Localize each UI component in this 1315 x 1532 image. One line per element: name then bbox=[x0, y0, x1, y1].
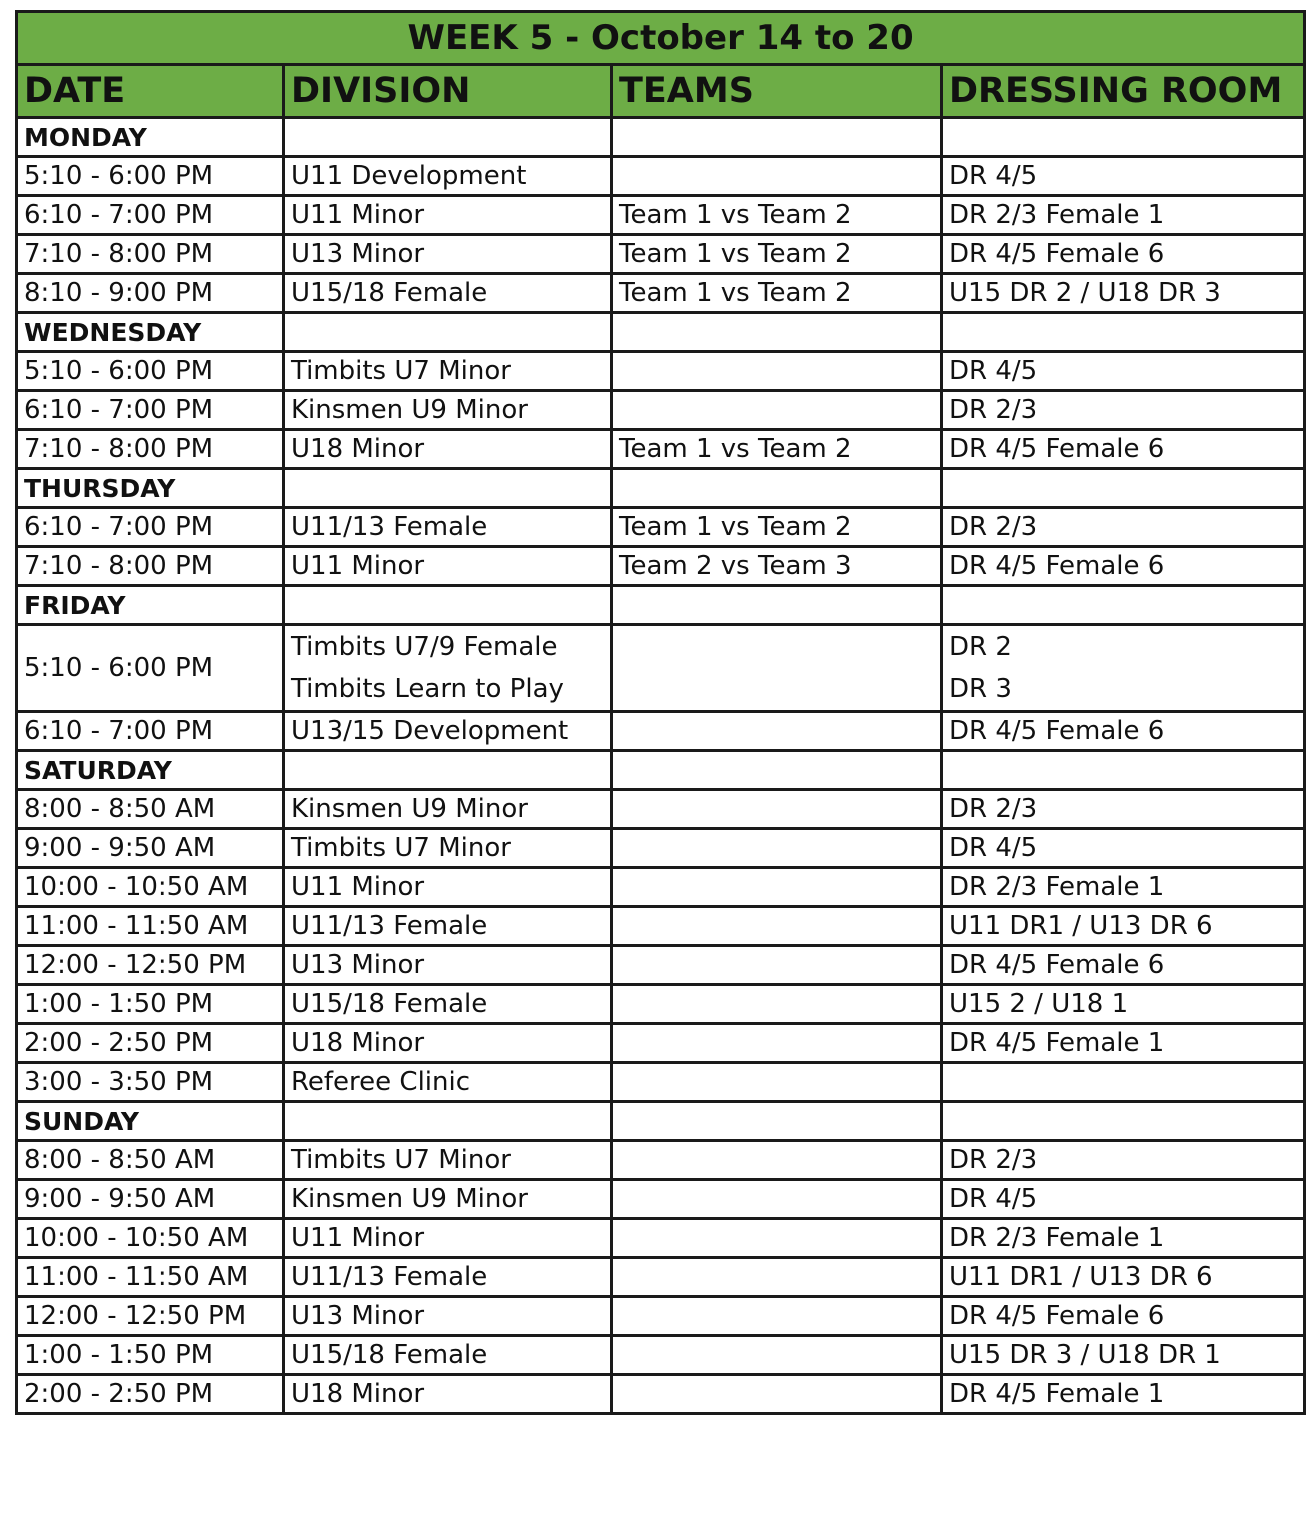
day-row bbox=[17, 313, 1305, 352]
dressing-room-cell: DR 4/5 Female 6 bbox=[942, 235, 1305, 274]
dressing-room-line: DR 2 bbox=[949, 632, 1012, 662]
table-row bbox=[17, 508, 1305, 547]
division-cell: U11/13 Female bbox=[284, 1258, 612, 1297]
dressing-room-cell: U15 DR 2 / U18 DR 3 bbox=[942, 274, 1305, 313]
time-cell: 1:00 - 1:50 PM bbox=[17, 985, 284, 1024]
empty-cell bbox=[612, 313, 942, 352]
dressing-room-line: DR 3 bbox=[949, 674, 1012, 704]
day-label: FRIDAY bbox=[17, 586, 284, 625]
table-row bbox=[17, 1141, 1305, 1180]
time-cell: 10:00 - 10:50 AM bbox=[17, 868, 284, 907]
teams-cell bbox=[612, 391, 942, 430]
dressing-room-cell: DR 4/5 Female 6 bbox=[942, 1297, 1305, 1336]
time-cell: 7:10 - 8:00 PM bbox=[17, 235, 284, 274]
dressing-room-cell bbox=[942, 1063, 1305, 1102]
table-row bbox=[17, 1219, 1305, 1258]
time-cell: 6:10 - 7:00 PM bbox=[17, 391, 284, 430]
table-row bbox=[17, 274, 1305, 313]
dressing-room-cell: DR 4/5 Female 1 bbox=[942, 1375, 1305, 1414]
empty-cell bbox=[942, 1102, 1305, 1141]
empty-cell bbox=[612, 586, 942, 625]
division-cell: U11 Minor bbox=[284, 868, 612, 907]
teams-cell bbox=[612, 790, 942, 829]
table-row bbox=[17, 352, 1305, 391]
division-cell: U13 Minor bbox=[284, 946, 612, 985]
division-cell: Kinsmen U9 Minor bbox=[284, 391, 612, 430]
table-row bbox=[17, 1375, 1305, 1414]
dressing-room-cell: DR 4/5 Female 6 bbox=[942, 946, 1305, 985]
table-row bbox=[17, 1180, 1305, 1219]
division-line: Timbits Learn to Play bbox=[291, 674, 564, 704]
table-row bbox=[17, 790, 1305, 829]
division-cell: U13 Minor bbox=[284, 1297, 612, 1336]
division-cell: Timbits U7 Minor bbox=[284, 352, 612, 391]
division-cell: U11 Minor bbox=[284, 547, 612, 586]
division-line: Timbits U7/9 Female bbox=[291, 632, 558, 662]
time-cell: 3:00 - 3:50 PM bbox=[17, 1063, 284, 1102]
teams-cell bbox=[612, 712, 942, 751]
teams-cell: Team 1 vs Team 2 bbox=[612, 508, 942, 547]
division-cell: Referee Clinic bbox=[284, 1063, 612, 1102]
day-label: SATURDAY bbox=[17, 751, 284, 790]
empty-cell bbox=[612, 751, 942, 790]
teams-cell bbox=[612, 1336, 942, 1375]
day-row bbox=[17, 1102, 1305, 1141]
time-cell: 8:00 - 8:50 AM bbox=[17, 790, 284, 829]
empty-cell bbox=[612, 1102, 942, 1141]
dressing-room-cell: U11 DR1 / U13 DR 6 bbox=[942, 1258, 1305, 1297]
empty-cell bbox=[284, 1102, 612, 1141]
time-cell: 1:00 - 1:50 PM bbox=[17, 1336, 284, 1375]
day-label: SUNDAY bbox=[17, 1102, 284, 1141]
teams-cell: Team 1 vs Team 2 bbox=[612, 235, 942, 274]
table-row bbox=[17, 235, 1305, 274]
division-cell: U15/18 Female bbox=[284, 1336, 612, 1375]
time-cell: 5:10 - 6:00 PM bbox=[17, 625, 284, 712]
table-row bbox=[17, 712, 1305, 751]
table-row bbox=[17, 1024, 1305, 1063]
header-date: DATE bbox=[17, 65, 284, 118]
empty-cell bbox=[284, 469, 612, 508]
division-cell: U11 Minor bbox=[284, 1219, 612, 1258]
empty-cell bbox=[284, 586, 612, 625]
dressing-room-cell: U15 2 / U18 1 bbox=[942, 985, 1305, 1024]
division-cell: U13 Minor bbox=[284, 235, 612, 274]
teams-cell bbox=[612, 1024, 942, 1063]
teams-cell bbox=[612, 1219, 942, 1258]
day-row bbox=[17, 751, 1305, 790]
day-row bbox=[17, 118, 1305, 157]
table-row bbox=[17, 430, 1305, 469]
table-row bbox=[17, 868, 1305, 907]
time-cell: 9:00 - 9:50 AM bbox=[17, 829, 284, 868]
dressing-room-cell: DR 4/5 bbox=[942, 157, 1305, 196]
header-dressing-room: DRESSING ROOM bbox=[942, 65, 1305, 118]
empty-cell bbox=[284, 751, 612, 790]
table-row bbox=[17, 1258, 1305, 1297]
table-row bbox=[17, 985, 1305, 1024]
time-cell: 12:00 - 12:50 PM bbox=[17, 946, 284, 985]
table-row bbox=[17, 1297, 1305, 1336]
empty-cell bbox=[942, 313, 1305, 352]
division-cell bbox=[284, 625, 612, 712]
teams-cell: Team 1 vs Team 2 bbox=[612, 274, 942, 313]
empty-cell bbox=[942, 586, 1305, 625]
teams-cell bbox=[612, 1180, 942, 1219]
time-cell: 7:10 - 8:00 PM bbox=[17, 430, 284, 469]
teams-cell bbox=[612, 157, 942, 196]
division-cell: U15/18 Female bbox=[284, 985, 612, 1024]
header-row bbox=[17, 65, 1305, 118]
teams-cell bbox=[612, 907, 942, 946]
dressing-room-cell: DR 4/5 Female 6 bbox=[942, 430, 1305, 469]
table-row bbox=[17, 946, 1305, 985]
day-label: MONDAY bbox=[17, 118, 284, 157]
time-cell: 6:10 - 7:00 PM bbox=[17, 196, 284, 235]
division-cell: U11/13 Female bbox=[284, 907, 612, 946]
teams-cell bbox=[612, 829, 942, 868]
table-row bbox=[17, 1336, 1305, 1375]
day-row bbox=[17, 586, 1305, 625]
dressing-room-cell: DR 2/3 Female 1 bbox=[942, 196, 1305, 235]
teams-cell bbox=[612, 946, 942, 985]
time-cell: 12:00 - 12:50 PM bbox=[17, 1297, 284, 1336]
teams-cell bbox=[612, 1141, 942, 1180]
dressing-room-cell: DR 4/5 Female 6 bbox=[942, 712, 1305, 751]
dressing-room-cell: DR 2/3 bbox=[942, 790, 1305, 829]
dressing-room-cell: DR 2/3 Female 1 bbox=[942, 1219, 1305, 1258]
division-cell: U13/15 Development bbox=[284, 712, 612, 751]
division-cell: U11/13 Female bbox=[284, 508, 612, 547]
table-row bbox=[17, 391, 1305, 430]
division-cell: U18 Minor bbox=[284, 430, 612, 469]
dressing-room-cell: U11 DR1 / U13 DR 6 bbox=[942, 907, 1305, 946]
teams-cell bbox=[612, 1063, 942, 1102]
dressing-room-cell: U15 DR 3 / U18 DR 1 bbox=[942, 1336, 1305, 1375]
teams-cell bbox=[612, 1297, 942, 1336]
table-row bbox=[17, 157, 1305, 196]
day-label: WEDNESDAY bbox=[17, 313, 284, 352]
teams-cell: Team 1 vs Team 2 bbox=[612, 196, 942, 235]
dressing-room-cell: DR 4/5 bbox=[942, 829, 1305, 868]
dressing-room-cell bbox=[942, 625, 1305, 712]
table-row bbox=[17, 625, 1305, 712]
teams-cell bbox=[612, 625, 942, 712]
dressing-room-cell: DR 4/5 Female 1 bbox=[942, 1024, 1305, 1063]
time-cell: 8:00 - 8:50 AM bbox=[17, 1141, 284, 1180]
time-cell: 5:10 - 6:00 PM bbox=[17, 157, 284, 196]
empty-cell bbox=[284, 118, 612, 157]
time-cell: 6:10 - 7:00 PM bbox=[17, 712, 284, 751]
header-division: DIVISION bbox=[284, 65, 612, 118]
teams-cell bbox=[612, 868, 942, 907]
empty-cell bbox=[612, 469, 942, 508]
division-cell: U18 Minor bbox=[284, 1375, 612, 1414]
table-row bbox=[17, 1063, 1305, 1102]
teams-cell bbox=[612, 1375, 942, 1414]
day-row bbox=[17, 469, 1305, 508]
schedule-table bbox=[15, 10, 1306, 1415]
empty-cell bbox=[942, 118, 1305, 157]
schedule-title: WEEK 5 - October 14 to 20 bbox=[17, 12, 1305, 65]
division-cell: U11 Development bbox=[284, 157, 612, 196]
time-cell: 9:00 - 9:50 AM bbox=[17, 1180, 284, 1219]
division-cell: Kinsmen U9 Minor bbox=[284, 790, 612, 829]
time-cell: 10:00 - 10:50 AM bbox=[17, 1219, 284, 1258]
time-cell: 11:00 - 11:50 AM bbox=[17, 1258, 284, 1297]
teams-cell bbox=[612, 985, 942, 1024]
empty-cell bbox=[942, 751, 1305, 790]
schedule-body bbox=[17, 12, 1305, 1414]
division-cell: Kinsmen U9 Minor bbox=[284, 1180, 612, 1219]
empty-cell bbox=[942, 469, 1305, 508]
time-cell: 6:10 - 7:00 PM bbox=[17, 508, 284, 547]
dressing-room-cell: DR 2/3 bbox=[942, 508, 1305, 547]
dressing-room-cell: DR 2/3 bbox=[942, 391, 1305, 430]
table-row bbox=[17, 196, 1305, 235]
division-cell: U11 Minor bbox=[284, 196, 612, 235]
teams-cell: Team 1 vs Team 2 bbox=[612, 430, 942, 469]
teams-cell bbox=[612, 352, 942, 391]
time-cell: 2:00 - 2:50 PM bbox=[17, 1375, 284, 1414]
dressing-room-cell: DR 2/3 Female 1 bbox=[942, 868, 1305, 907]
teams-cell: Team 2 vs Team 3 bbox=[612, 547, 942, 586]
dressing-room-cell: DR 2/3 bbox=[942, 1141, 1305, 1180]
time-cell: 2:00 - 2:50 PM bbox=[17, 1024, 284, 1063]
day-label: THURSDAY bbox=[17, 469, 284, 508]
time-cell: 5:10 - 6:00 PM bbox=[17, 352, 284, 391]
dressing-room-cell: DR 4/5 bbox=[942, 1180, 1305, 1219]
header-teams: TEAMS bbox=[612, 65, 942, 118]
dressing-room-cell: DR 4/5 bbox=[942, 352, 1305, 391]
empty-cell bbox=[612, 118, 942, 157]
table-row bbox=[17, 907, 1305, 946]
table-row bbox=[17, 547, 1305, 586]
time-cell: 8:10 - 9:00 PM bbox=[17, 274, 284, 313]
division-cell: Timbits U7 Minor bbox=[284, 1141, 612, 1180]
division-cell: U15/18 Female bbox=[284, 274, 612, 313]
empty-cell bbox=[284, 313, 612, 352]
title-row bbox=[17, 12, 1305, 65]
division-cell: U18 Minor bbox=[284, 1024, 612, 1063]
dressing-room-cell: DR 4/5 Female 6 bbox=[942, 547, 1305, 586]
time-cell: 11:00 - 11:50 AM bbox=[17, 907, 284, 946]
time-cell: 7:10 - 8:00 PM bbox=[17, 547, 284, 586]
teams-cell bbox=[612, 1258, 942, 1297]
division-cell: Timbits U7 Minor bbox=[284, 829, 612, 868]
table-row bbox=[17, 829, 1305, 868]
